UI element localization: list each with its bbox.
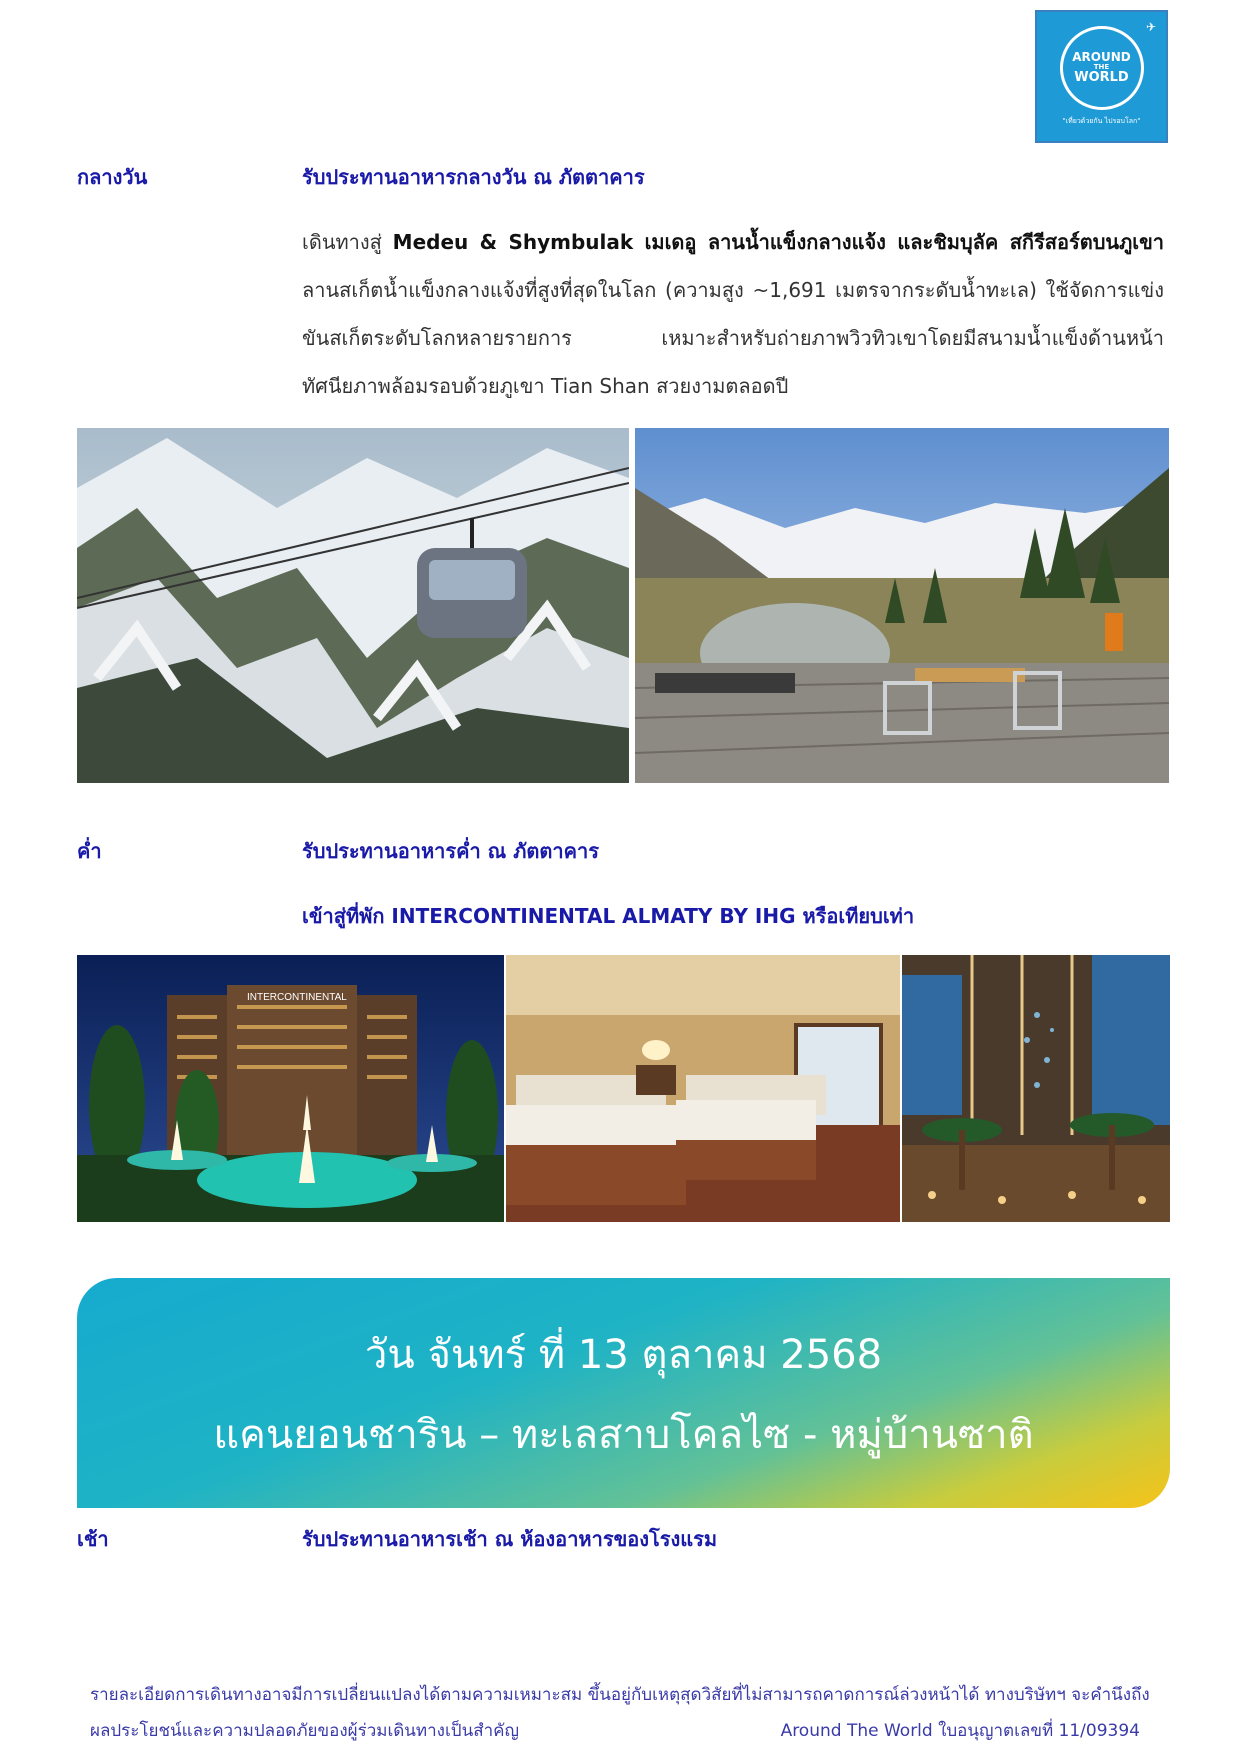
day-date: วัน จันทร์ ที่ 13 ตุลาคม 2568 <box>364 1332 883 1378</box>
description-lead: เดินทางสู่ <box>302 230 393 254</box>
logo-text-the: THE <box>1093 62 1110 71</box>
description-highlight: Medeu & Shymbulak เมเดอู ลานน้ำแข็งกลางแจ้ง และชิมบุลัค สกีรีสอร์ตบนภูเขา <box>392 230 1164 254</box>
breakfast-meal: รับประทานอาหารเช้า ณ ห้องอาหารของโรงแรม <box>302 1527 718 1551</box>
logo-text-world: WORLD <box>1074 70 1129 86</box>
dinner-meal: รับประทานอาหารค่ำ ณ ภัตตาคาร <box>302 839 599 863</box>
globe-icon <box>1060 26 1144 110</box>
day-banner <box>77 1278 1170 1508</box>
lunch-label: กลางวัน <box>77 165 148 189</box>
airplane-icon: ✈ <box>1145 20 1156 34</box>
cable-car-photo <box>77 428 629 783</box>
hotel-exterior-photo <box>77 955 504 1222</box>
mountain-terrace-photo <box>635 428 1169 783</box>
hotel-room-photo <box>506 955 900 1222</box>
logo-text-around: AROUND <box>1072 50 1131 65</box>
footer-disclaimer-line1: รายละเอียดการเดินทางอาจมีการเปลี่ยนแปลงได้ตามความเหมาะสม ขึ้นอยู่กับเหตุสุดวิสัยที่ไม่สามารถคาดการณ์ล่วงหน้าได้ ทางบริษัทฯ จะคำนึงถึง <box>90 1685 1150 1705</box>
breakfast-label: เช้า <box>77 1527 109 1551</box>
footer-license: Around The World ใบอนุญาตเลขที่ 11/09394 <box>780 1721 1140 1741</box>
lunch-meal: รับประทานอาหารกลางวัน ณ ภัตตาคาร <box>302 165 645 189</box>
company-logo <box>1035 10 1168 143</box>
description-body: ลานสเก็ตน้ำแข็งกลางแจ้งที่สูงที่สุดในโลก (ความสูง ~1,691 เมตรจากระดับน้ำทะเล) ใช้จัดการแข่งขันสเก็ตระดับโลกหลายรายการ เหมาะสำหรับถ่ายภาพวิวทิวเขาโดยมีสนามน้ำแข็งด้านหน้า ทัศนียภาพล้อมรอบด้วยภูเขา Tian Shan สวยงามตลอดปี <box>302 278 1164 398</box>
hotel-sign-text: INTERCONTINENTAL <box>247 992 347 1003</box>
attraction-description <box>302 218 1164 410</box>
logo-tagline: "เที่ยวด้วยกัน ไปรอบโลก" <box>1062 117 1141 125</box>
dinner-label: ค่ำ <box>77 839 102 863</box>
day-route: แคนยอนชาริน – ทะเลสาบโคลไซ - หมู่บ้านซาติ <box>213 1412 1034 1458</box>
hotel-checkin: เข้าสู่ที่พัก INTERCONTINENTAL ALMATY BY IHG หรือเทียบเท่า <box>302 904 915 928</box>
hotel-atrium-photo <box>902 955 1170 1222</box>
footer-disclaimer-line2: ผลประโยชน์และความปลอดภัยของผู้ร่วมเดินทางเป็นสำคัญ <box>90 1721 519 1741</box>
